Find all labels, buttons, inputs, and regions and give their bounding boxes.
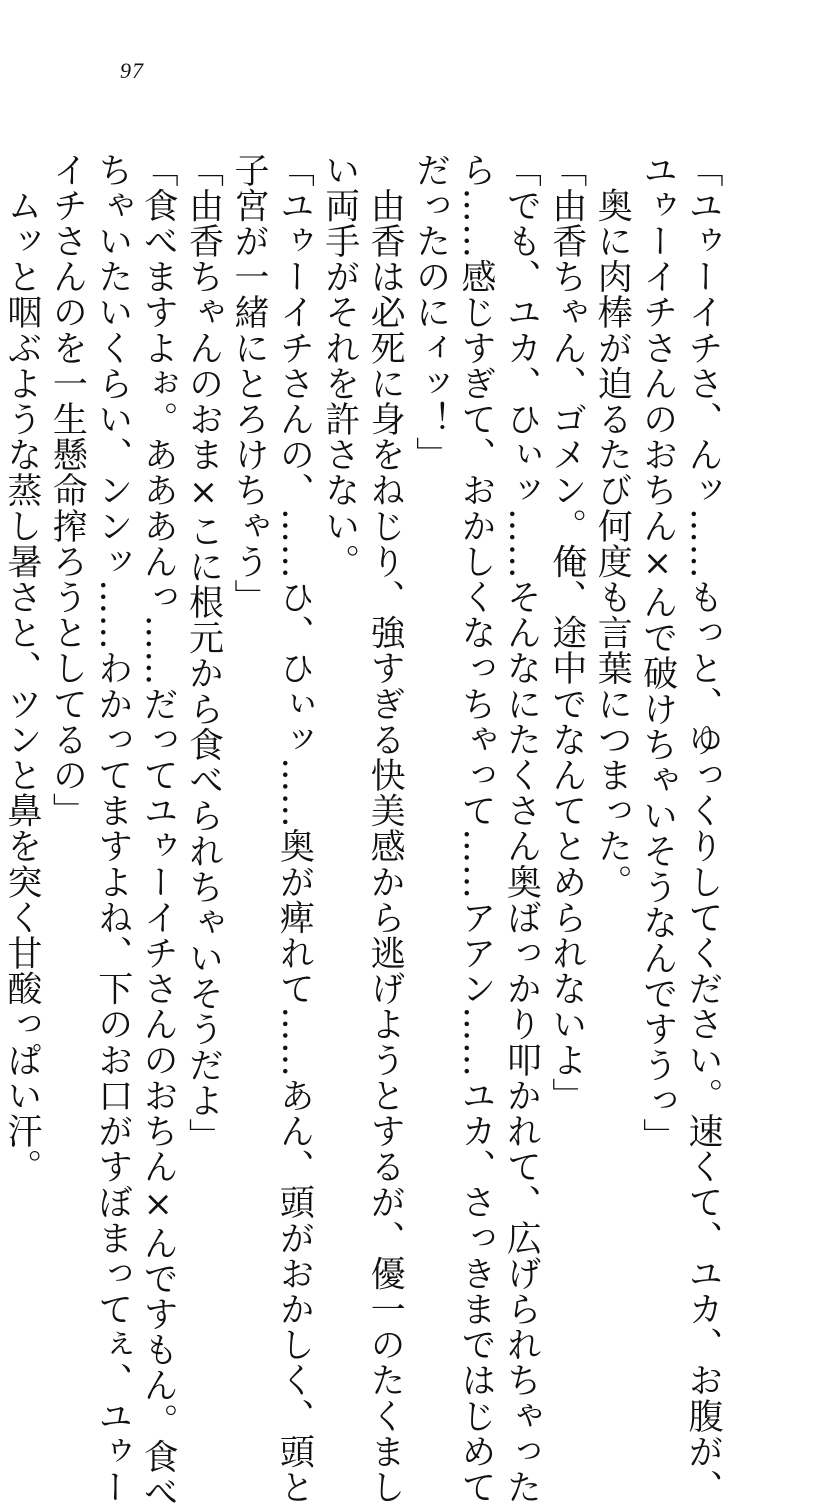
text-line: 「食べますよぉ。あああんっ……だってユゥーイチさんのおちん×んですもん。食べ: [138, 152, 179, 1510]
text-line: 「ユゥーイチさ、んッ……もっと、ゆっくりしてください。速くて、ユカ、お腹が、: [683, 152, 723, 1505]
text-line: ら……感じすぎて、おかしくなっちゃって……アアン……ユカ、さっきまではじめて: [455, 152, 496, 1505]
text-line: イチさんのを一生懸命搾ろうとしてるの」: [47, 152, 88, 829]
text-line: 「由香ちゃんのおま×こに根元から食べられちゃいそうだよ」: [183, 152, 224, 1154]
text-line: ちゃいたいくらい、ンンッ……わかってますよね、下のお口がすぼまってぇ、ユゥー: [92, 152, 133, 1505]
text-line: 「ユゥーイチさんの、……ひ、ひぃッ……奥が痺れて……あん、頭がおかしく、頭と: [274, 152, 315, 1505]
page-number: 97: [120, 58, 144, 83]
text-line: ユゥーイチさんのおちん×んで破けちゃいそうなんですうっ」: [637, 152, 678, 1154]
text-line: 「由香ちゃん、ゴメン。俺、途中でなんてとめられないよ」: [546, 152, 587, 1114]
text-line: 子宮が一緒にとろけちゃう」: [228, 152, 269, 615]
text-line: だったのにィッ！」: [410, 152, 451, 473]
text-line: 由香は必死に身をねじり、強すぎる快美感から逃げようとするが、優一のたくまし: [365, 152, 406, 1505]
text-line: ムッと咽ぶような蒸し暑さと、ツンと鼻を突く甘酸っぱい汗。: [1, 152, 42, 1185]
body-text: [1, 152, 725, 1510]
text-line: 「でも、ユカ、ひぃッ……そんなにたくさん奥ばっかり叩かれて、広げられちゃった: [501, 152, 542, 1505]
text-line: い両手がそれを許さない。: [319, 152, 360, 580]
text-line: 奥に肉棒が迫るたび何度も言葉につまった。: [592, 152, 633, 900]
